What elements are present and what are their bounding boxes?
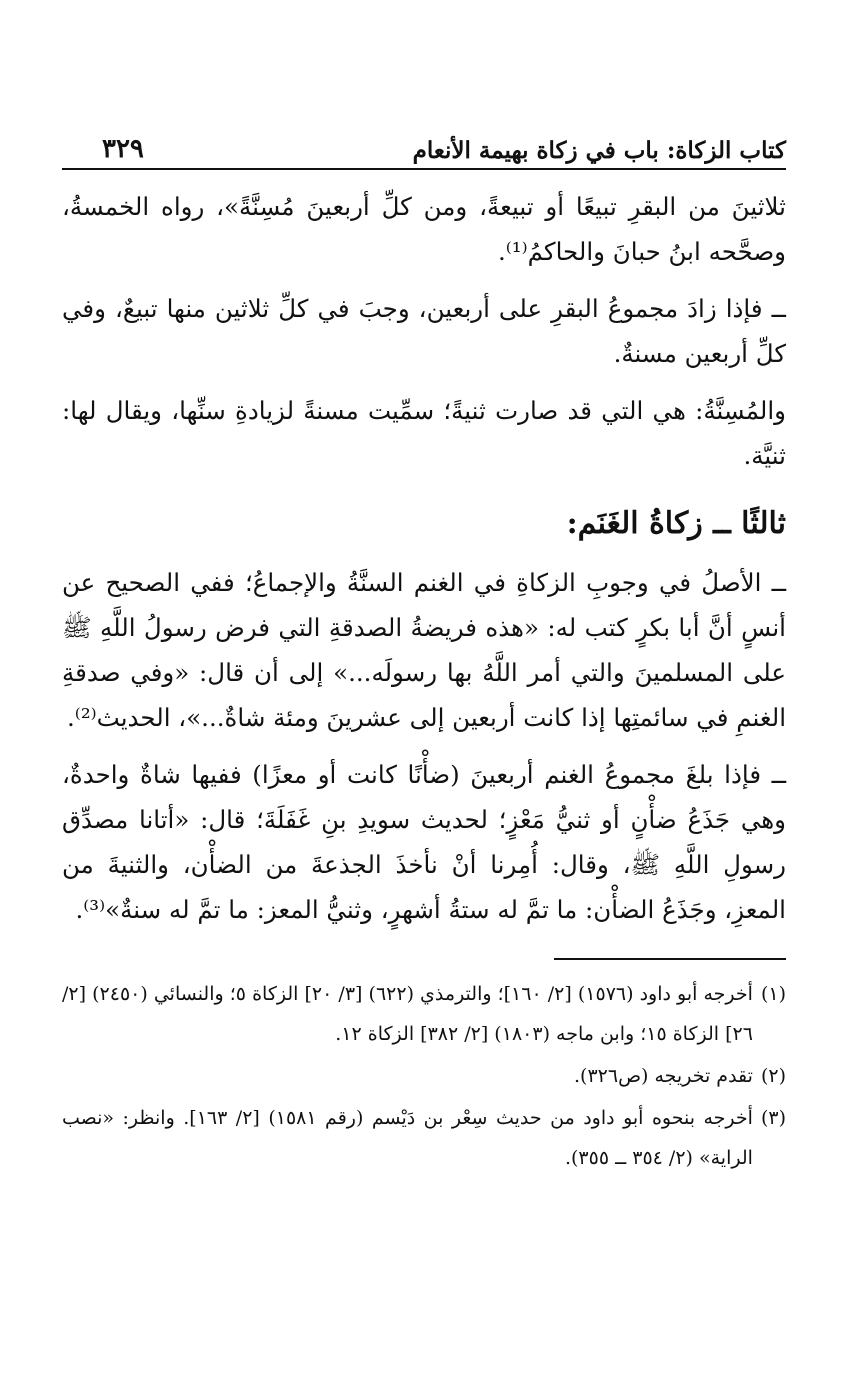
paragraph: ــ الأصلُ في وجوبِ الزكاةِ في الغنم السنَّةُ والإجماعُ؛ ففي الصحيح عن أنسٍ أنَّ أبا بكرٍ كتب له: «هذه فريضةُ الصدقةِ التي فرض رسولُ اللَّهِ ﷺ على المسلمينَ والتي أمر اللَّهُ بها رسولَه...» إلى أن قال: «وفي صدقةِ الغنمِ في سائمتِها إذا كانت أربعين إلى عشرينَ ومئة شاةٌ...»، الحديث⁽²⁾. [62, 568, 786, 732]
footnote-text: أخرجه بنحوه أبو داود من حديث سِعْر بن دَيْسم (رقم ١٥٨١) [٢/ ١٦٣]. وانظر: «نصب الراية» (٢/ ٣٥٤ ــ ٣٥٥). [62, 1107, 753, 1169]
footnote [62, 1056, 786, 1096]
footnote-number: (١) [760, 983, 786, 1005]
footnote-text: أخرجه أبو داود (١٥٧٦) [٢/ ١٦٠]؛ والترمذي (٦٢٢) [٣/ ٢٠] الزكاة ٥؛ والنسائي (٢٤٥٠) [٢/ ٢٦] الزكاة ١٥؛ وابن ماجه (١٨٠٣) [٢/ ٣٨٢] الزكاة ١٢. [62, 983, 753, 1045]
footnote-text: تقدم تخريجه (ص٣٢٦). [573, 1065, 753, 1087]
footnote [62, 1098, 786, 1178]
page-number: ٣٢٩ [102, 134, 144, 164]
paragraph: والمُسِنَّةُ: هي التي قد صارت ثنيةً؛ سمِّيت مسنةً لزيادةِ سنِّها، ويقال لها: ثنيَّة. [62, 396, 786, 470]
footnote [62, 974, 786, 1054]
footnote-number: (٢) [760, 1065, 786, 1087]
footnote-divider [554, 958, 786, 960]
paragraph: ــ فإذا بلغَ مجموعُ الغنم أربعينَ (ضأْنًا كانت أو معزًا) ففيها شاةٌ واحدةٌ، وهي جَذَعُ ضأْنٍ أو ثنيُّ مَعْزٍ؛ لحديث سويدِ بنِ غَفَلَةَ؛ قال: «أتانا مصدِّق رسولِ اللَّهِ ﷺ، وقال: أُمِرنا أنْ نأخذَ الجذعةَ من الضأْن، والثنيةَ من المعزِ، وجَذَعُ الضأْن: ما تمَّ له ستةُ أشهرٍ، وثنيُّ المعز: ما تمَّ له سنةٌ»⁽³⁾. [62, 760, 786, 924]
footnote-number: (٣) [760, 1107, 786, 1129]
section-heading: ثالثًا ــ زكاةُ الغَنَم: [566, 506, 786, 541]
footnotes [62, 974, 786, 1178]
main-text [62, 184, 786, 932]
book-page [62, 124, 786, 1180]
paragraph: ثلاثينَ من البقرِ تبيعًا أو تبيعةً، ومن كلِّ أربعينَ مُسِنَّةً»، رواه الخمسةُ، وصحَّحه ابنُ حبانَ والحاكمُ⁽¹⁾. [62, 192, 786, 266]
running-header [62, 124, 786, 170]
paragraph: ــ فإذا زادَ مجموعُ البقرِ على أربعين، وجبَ في كلِّ ثلاثين منها تبيعٌ، وفي كلِّ أربعين مسنةٌ. [62, 294, 786, 368]
chapter-title: كتاب الزكاة: باب في زكاة بهيمة الأنعام [412, 137, 786, 164]
